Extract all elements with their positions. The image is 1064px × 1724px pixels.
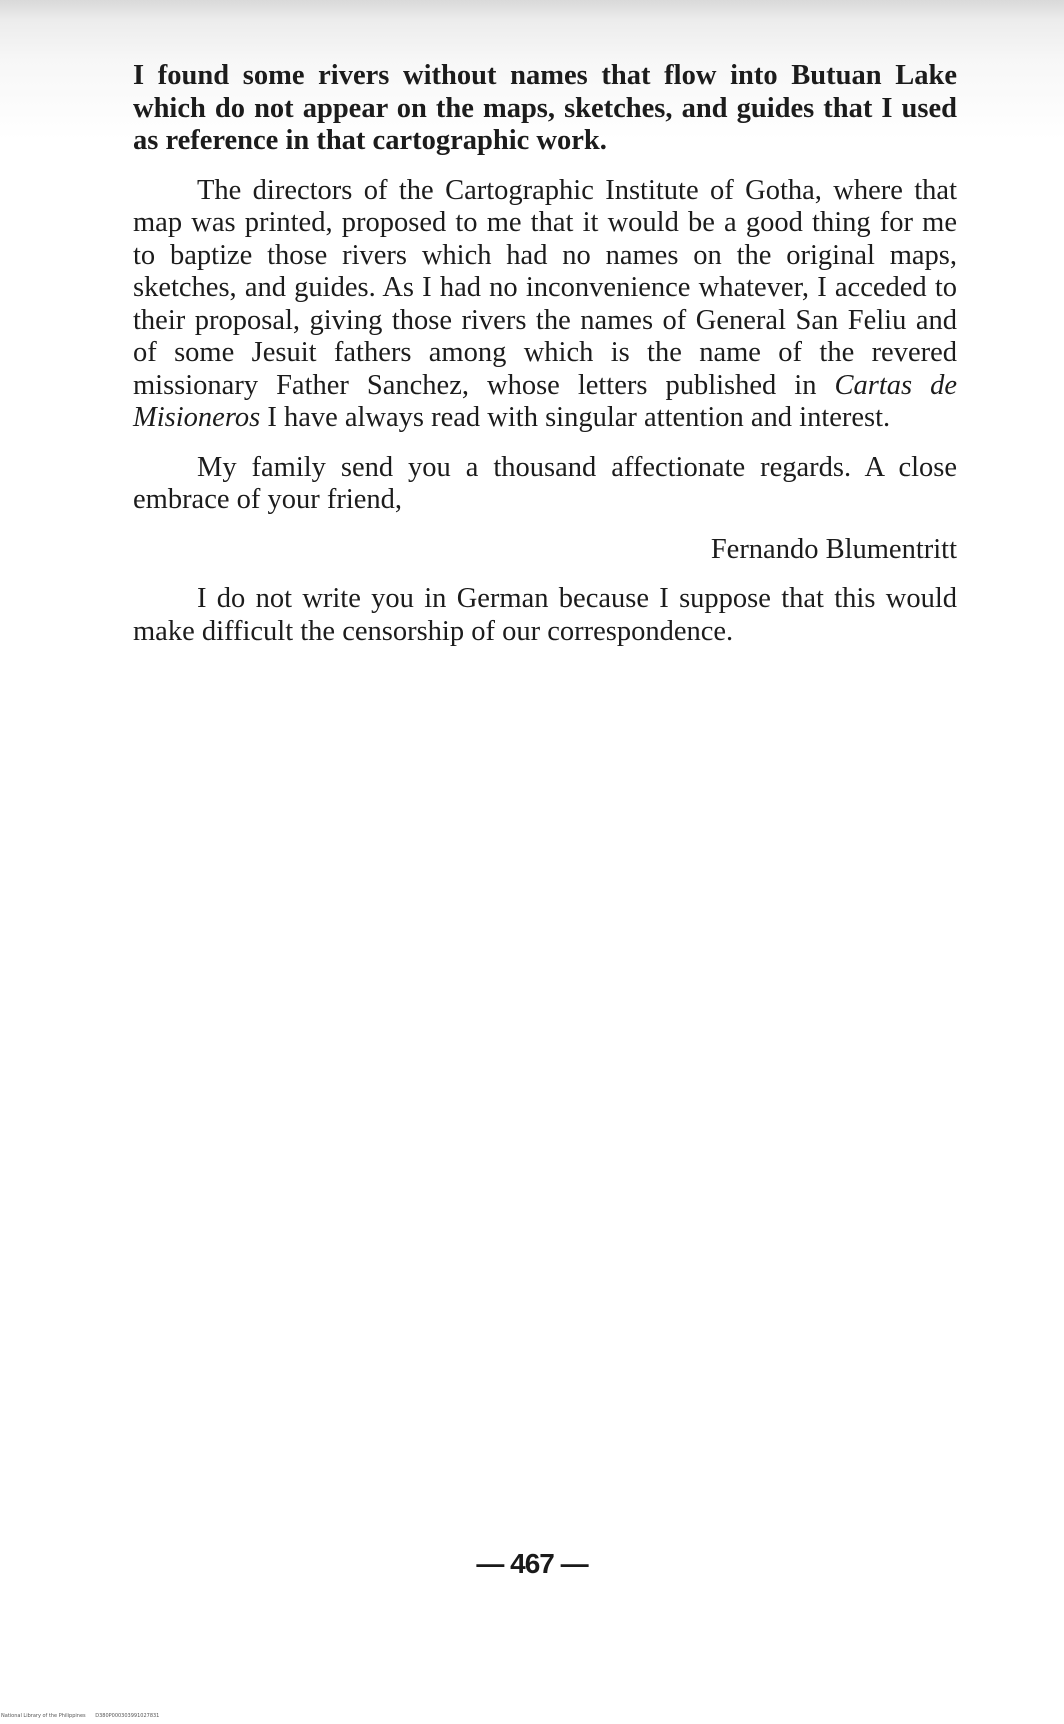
paragraph-gotha-text-2: I have always read with singular attention and interest. <box>260 402 891 433</box>
paragraph-postscript: I do not write you in German because I suppose that this would make difficult the censorship of our correspondence. <box>133 583 957 647</box>
footer-library: National Library of the Philippines <box>1 1713 86 1719</box>
letter-body <box>133 60 957 648</box>
signature: Fernando Blumentritt <box>710 533 957 565</box>
paragraph-regards: My family send you a thousand affectionate regards. A close embrace of your friend, <box>133 451 957 515</box>
footer-call-number: D380P000303991027831 <box>95 1713 160 1719</box>
book-title-cartas: Cartas de Misioneros <box>133 369 957 433</box>
paragraph-gotha-text-1: The directors of the Cartographic Institute of Gotha, where that map was printed, proposed to me that it would be a good thing for me to baptize those rivers which had no names on the original maps, sketches, and guides. As I had no inconvenience whatever, I acceded to their proposal, giving those rivers the names of General San Feliu and of some Jesuit fathers among which is the name of the revered missionary Father Sanchez, whose letters published in <box>133 174 957 401</box>
page-number: — 467 — <box>476 1548 588 1579</box>
footer-credit <box>1 1713 159 1719</box>
paragraph-rivers: I found some rivers without names that flow into Butuan Lake which do not appear on the maps, sketches, and guides that I used as reference in that cartographic work. <box>133 60 957 156</box>
paragraph-gotha-institute <box>133 175 957 435</box>
